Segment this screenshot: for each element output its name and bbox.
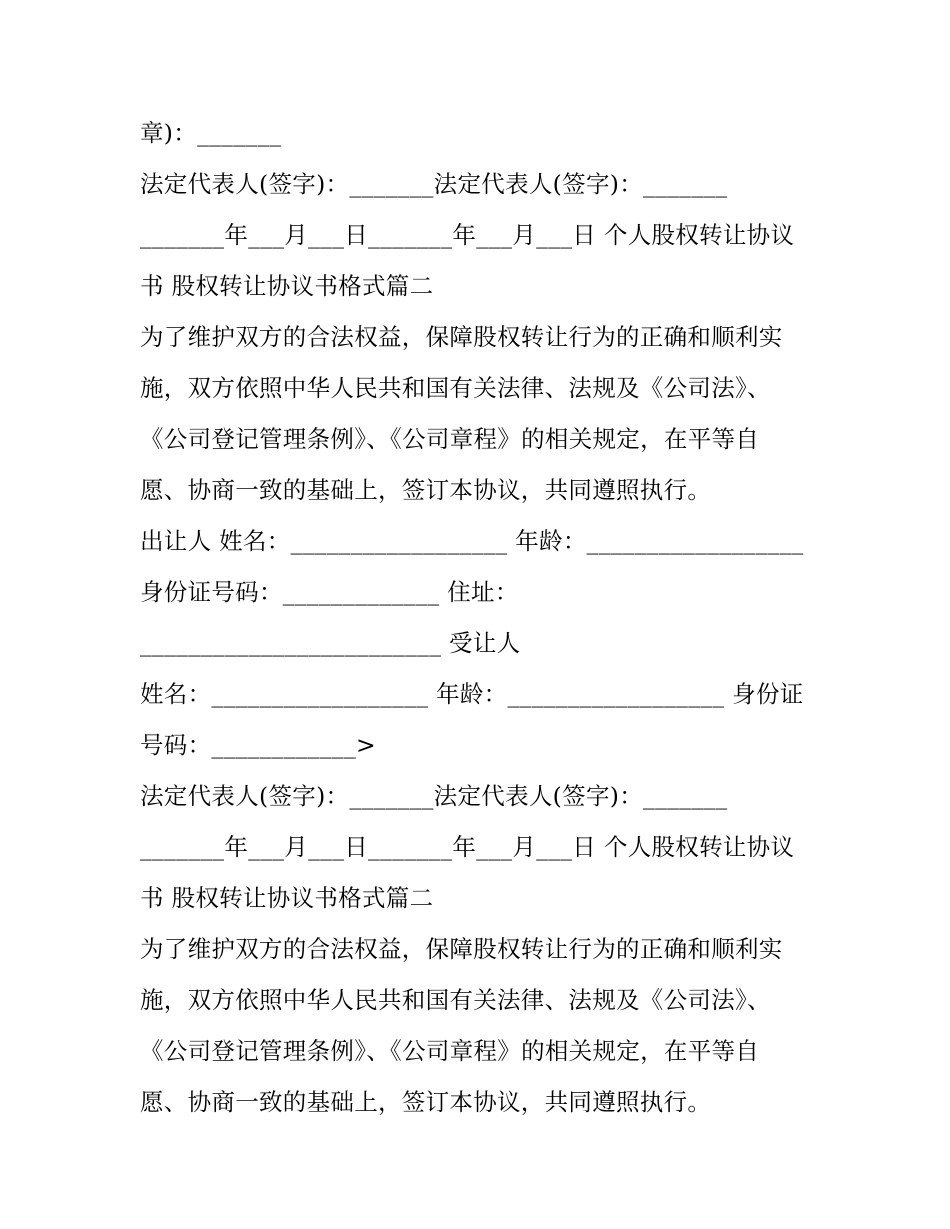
text-line-id-number: 号码：____________> (140, 731, 376, 759)
text-line-name-age: 姓名：__________________ 年龄：__________________ 身份证 (140, 680, 804, 708)
text-line-paragraph: 愿、协商一致的基础上，签订本协议，共同遵照执行。 (140, 1088, 712, 1116)
document-body (140, 108, 820, 1128)
text-line-legal-representatives: 法定代表人(签字)：_______法定代表人(签字)：_______ (140, 782, 728, 810)
text-line-paragraph: 《公司登记管理条例》、《公司章程》的相关规定，在平等自 (140, 1037, 760, 1065)
text-line-dates: _______年___月___日_______年___月___日 个人股权转让协议 (140, 221, 795, 249)
text-line-id-address: 身份证号码：_____________ 住址： (140, 578, 519, 606)
text-line-transferee: _________________________ 受让人 (140, 629, 521, 657)
text-line-paragraph: 《公司登记管理条例》、《公司章程》的相关规定，在平等自 (140, 425, 760, 453)
text-line-paragraph: 为了维护双方的合法权益，保障股权转让行为的正确和顺利实 (140, 323, 783, 351)
text-line-seal: 章)：_______ (140, 119, 282, 147)
text-line-heading: 书 股权转让协议书格式篇二 (140, 272, 434, 300)
text-line-paragraph: 愿、协商一致的基础上，签订本协议，共同遵照执行。 (140, 476, 712, 504)
text-line-paragraph: 为了维护双方的合法权益，保障股权转让行为的正确和顺利实 (140, 935, 783, 963)
text-line-paragraph: 施，双方依照中华人民共和国有关法律、法规及《公司法》、 (140, 374, 771, 402)
text-line-paragraph: 施，双方依照中华人民共和国有关法律、法规及《公司法》、 (140, 986, 771, 1014)
text-line-legal-representatives: 法定代表人(签字)：_______法定代表人(签字)：_______ (140, 170, 728, 198)
text-line-transferor: 出让人 姓名：__________________ 年龄：__________________ (140, 527, 804, 555)
text-line-heading: 书 股权转让协议书格式篇二 (140, 884, 434, 912)
text-line-dates: _______年___月___日_______年___月___日 个人股权转让协议 (140, 833, 795, 861)
